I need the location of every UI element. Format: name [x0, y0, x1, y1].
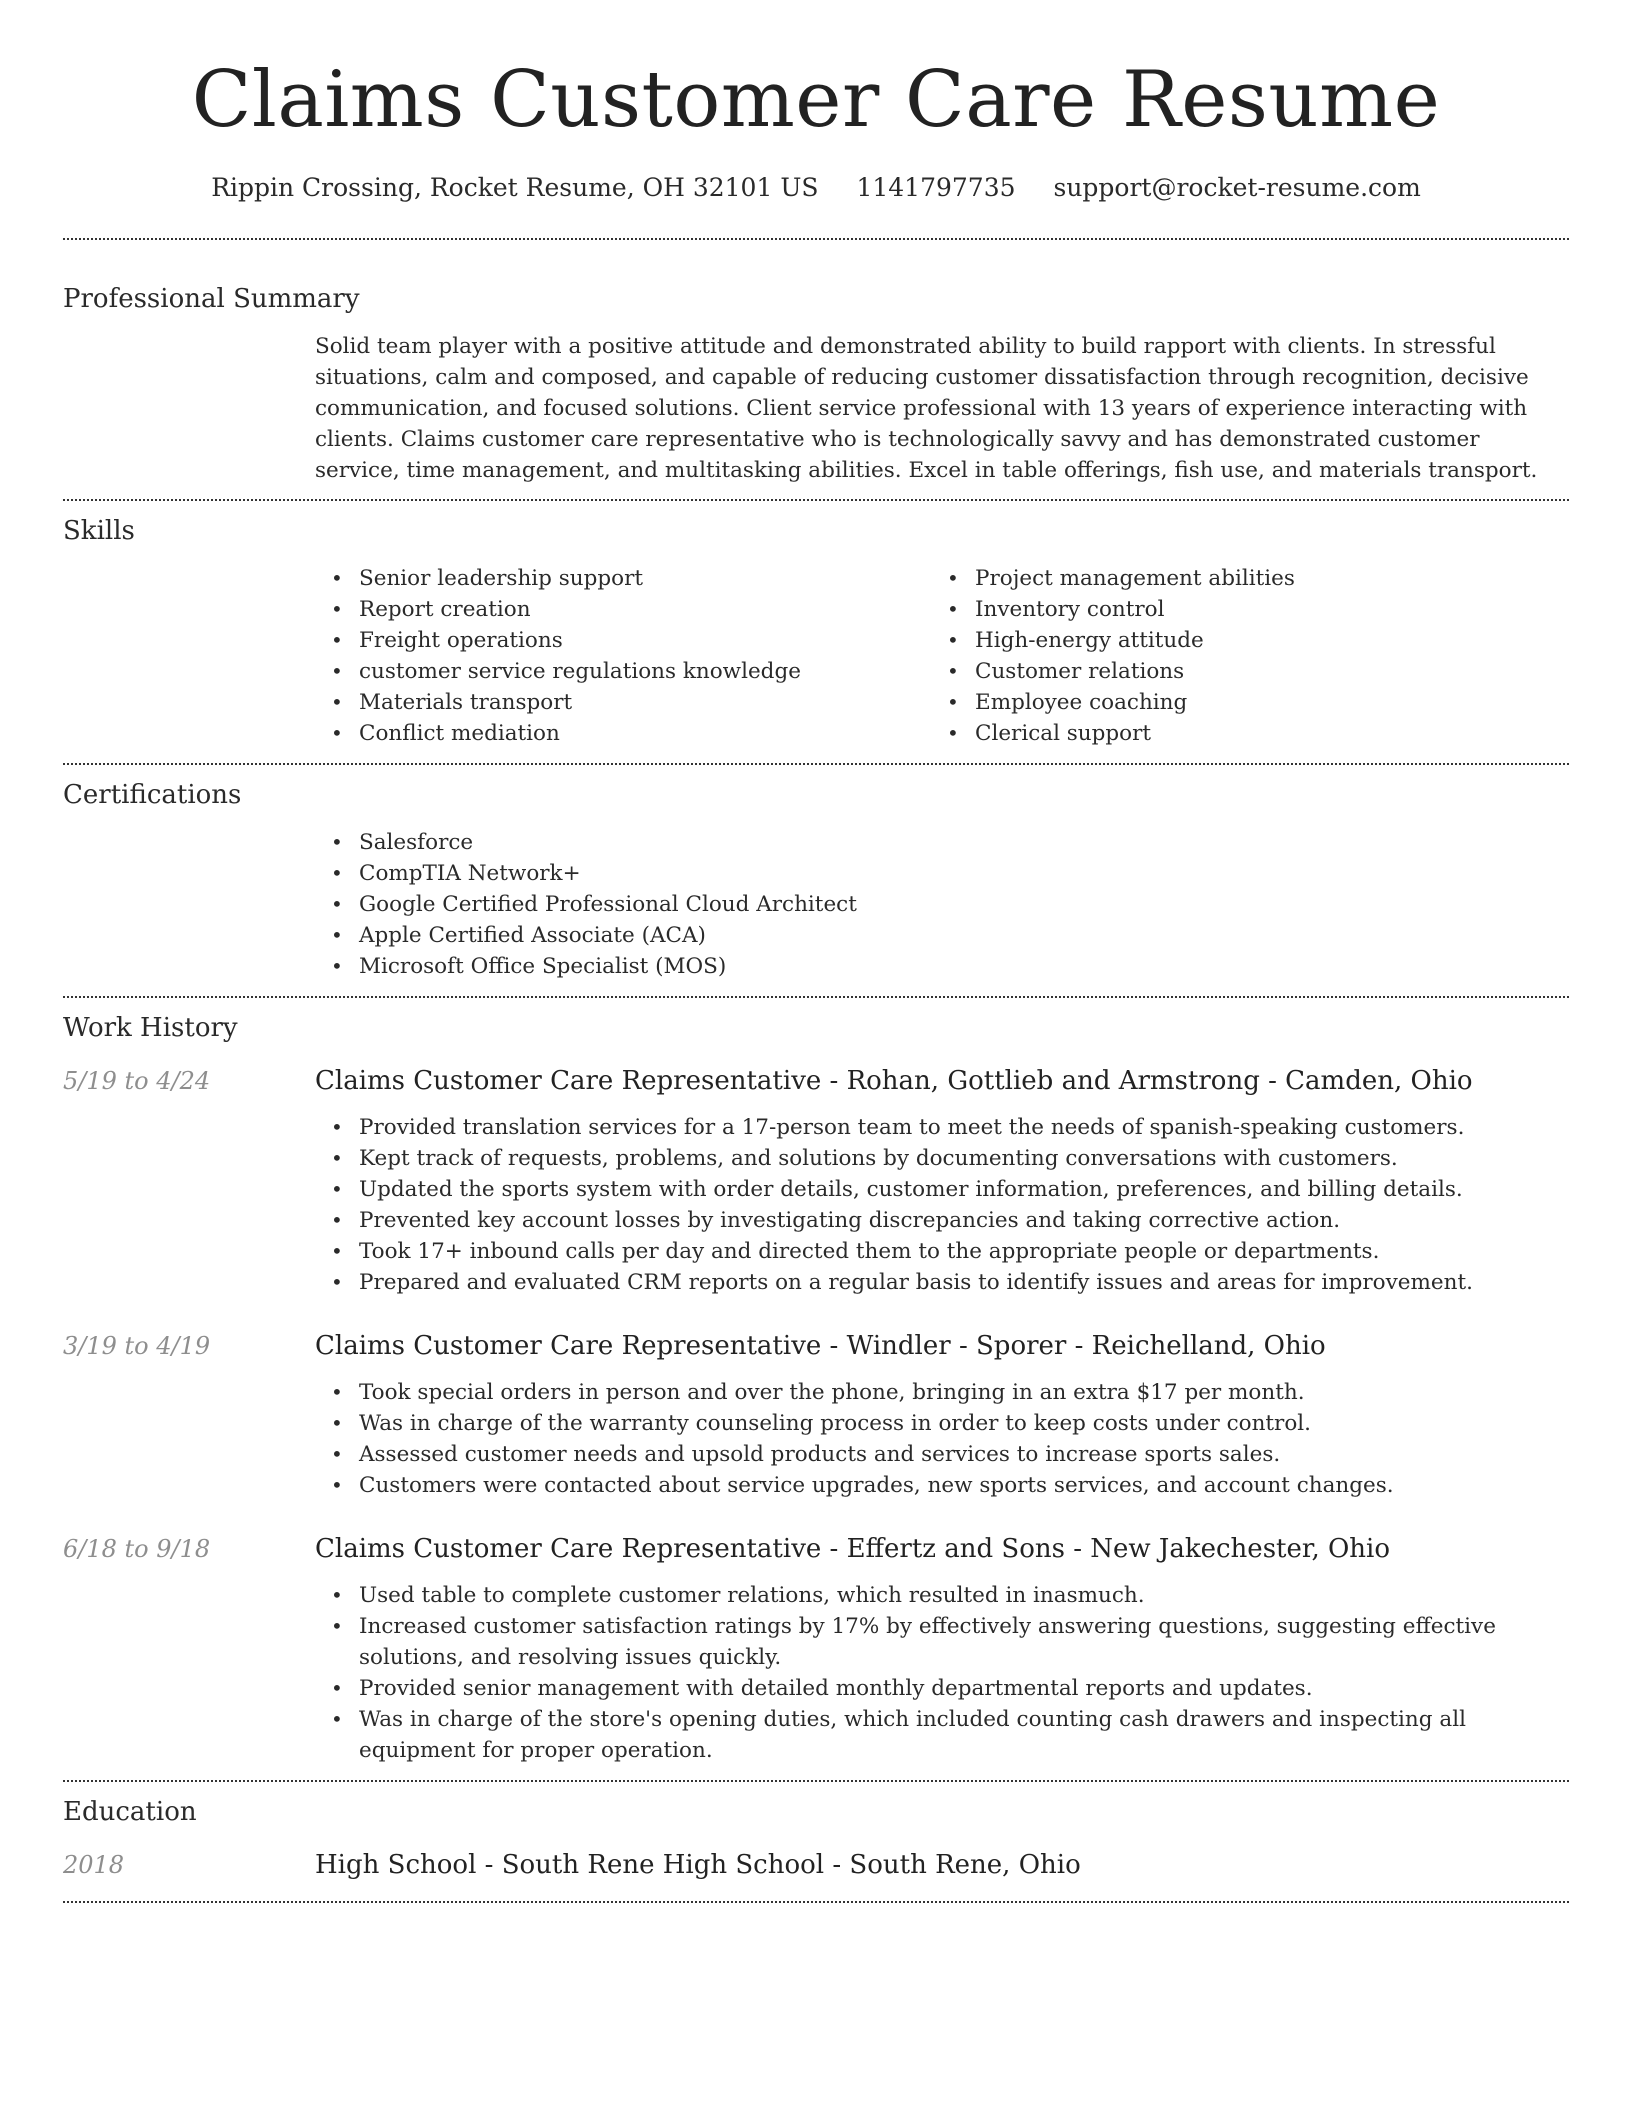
list-item: • customer service regulations knowledge	[315, 656, 931, 687]
job-date: 6/18 to 9/18	[63, 1535, 211, 1563]
list-item: • Took special orders in person and over the phone, bringing in an extra $17 per month.	[315, 1377, 1569, 1408]
list-item: • Prevented key account losses by investigating discrepancies and taking corrective action.	[315, 1205, 1569, 1236]
education-section	[63, 1782, 1569, 1901]
job-title: Claims Customer Care Representative - Rohan, Gottlieb and Armstrong - Camden, Ohio	[315, 1066, 1473, 1096]
contact-email: support@rocket-resume.com	[1053, 173, 1421, 202]
skills-section	[63, 501, 1569, 763]
list-item: • Used table to complete customer relations, which resulted in inasmuch.	[315, 1580, 1569, 1611]
job-title: Claims Customer Care Representative - Effertz and Sons - New Jakechester, Ohio	[315, 1534, 1391, 1564]
list-item: • CompTIA Network+	[315, 858, 1569, 889]
list-item: • High-energy attitude	[931, 625, 1547, 656]
skills-list-right	[931, 563, 1547, 749]
list-item: • Kept track of requests, problems, and solutions by documenting conversations with customers.	[315, 1143, 1569, 1174]
list-item: • Materials transport	[315, 687, 931, 718]
summary-section	[63, 240, 1569, 499]
list-item: • Increased customer satisfaction ratings by 17% by effectively answering questions, suggesting effective solutions, and resolving issues quickly.	[315, 1611, 1569, 1673]
list-item: • Assessed customer needs and upsold products and services to increase sports sales.	[315, 1439, 1569, 1470]
list-item: • Senior leadership support	[315, 563, 931, 594]
contact-address: Rippin Crossing, Rocket Resume, OH 32101 US	[211, 173, 819, 202]
section-heading-certifications: Certifications	[63, 780, 242, 810]
list-item: • Was in charge of the warranty counseling process in order to keep costs under control.	[315, 1408, 1569, 1439]
summary-text: Solid team player with a positive attitude and demonstrated ability to build rapport with clients. In stressful situations, calm and composed, and capable of reducing customer dissatisfaction through recognition, decisive communication, and focused solutions. Client service professional with 13 years of experience interacting with clients. Claims customer care representative who is technologically savvy and has demonstrated customer service, time management, and multitasking abilities. Excel in table offerings, fish use, and materials transport.	[315, 334, 1538, 483]
resume-title: Claims Customer Care Resume	[191, 55, 1441, 145]
job-date: 3/19 to 4/19	[63, 1332, 211, 1360]
list-item: • Provided senior management with detailed monthly departmental reports and updates.	[315, 1673, 1569, 1704]
list-item: • Salesforce	[315, 827, 1569, 858]
list-item: • Customers were contacted about service upgrades, new sports services, and account changes.	[315, 1470, 1569, 1501]
divider	[63, 1901, 1569, 1903]
job-bullets	[315, 1377, 1569, 1501]
section-heading-education: Education	[63, 1797, 197, 1827]
list-item: • Microsoft Office Specialist (MOS)	[315, 951, 1569, 982]
work-history-section	[63, 998, 1569, 1780]
job-entry	[63, 1330, 1569, 1501]
list-item: • Prepared and evaluated CRM reports on a regular basis to identify issues and areas for improvement.	[315, 1267, 1569, 1298]
skills-list-left	[315, 563, 931, 749]
list-item: • Report creation	[315, 594, 931, 625]
section-heading-skills: Skills	[63, 516, 135, 546]
list-item: • Google Certified Professional Cloud Architect	[315, 889, 1569, 920]
job-bullets	[315, 1112, 1569, 1298]
section-heading-work-history: Work History	[63, 1013, 238, 1043]
list-item: • Customer relations	[931, 656, 1547, 687]
list-item: • Conflict mediation	[315, 718, 931, 749]
contact-phone: 1141797735	[856, 173, 1016, 202]
list-item: • Was in charge of the store's opening duties, which included counting cash drawers and inspecting all equipment for proper operation.	[315, 1704, 1569, 1766]
education-date: 2018	[63, 1851, 125, 1879]
list-item: • Apple Certified Associate (ACA)	[315, 920, 1569, 951]
list-item: • Project management abilities	[931, 563, 1547, 594]
list-item: • Clerical support	[931, 718, 1547, 749]
contact-line	[63, 172, 1569, 204]
list-item: • Took 17+ inbound calls per day and directed them to the appropriate people or departments.	[315, 1236, 1569, 1267]
list-item: • Freight operations	[315, 625, 931, 656]
job-title: Claims Customer Care Representative - Windler - Sporer - Reichelland, Ohio	[315, 1331, 1326, 1361]
education-title: High School - South Rene High School - South Rene, Ohio	[315, 1850, 1081, 1880]
list-item: • Provided translation services for a 17-person team to meet the needs of spanish-speaking customers.	[315, 1112, 1569, 1143]
list-item: • Employee coaching	[931, 687, 1547, 718]
job-bullets	[315, 1580, 1569, 1766]
job-entry	[63, 1065, 1569, 1298]
job-date: 5/19 to 4/24	[63, 1067, 211, 1095]
list-item: • Inventory control	[931, 594, 1547, 625]
section-heading-summary: Professional Summary	[63, 284, 360, 314]
certifications-section	[63, 765, 1569, 996]
list-item: • Updated the sports system with order details, customer information, preferences, and billing details.	[315, 1174, 1569, 1205]
job-entry	[63, 1533, 1569, 1780]
certifications-list	[315, 827, 1569, 982]
